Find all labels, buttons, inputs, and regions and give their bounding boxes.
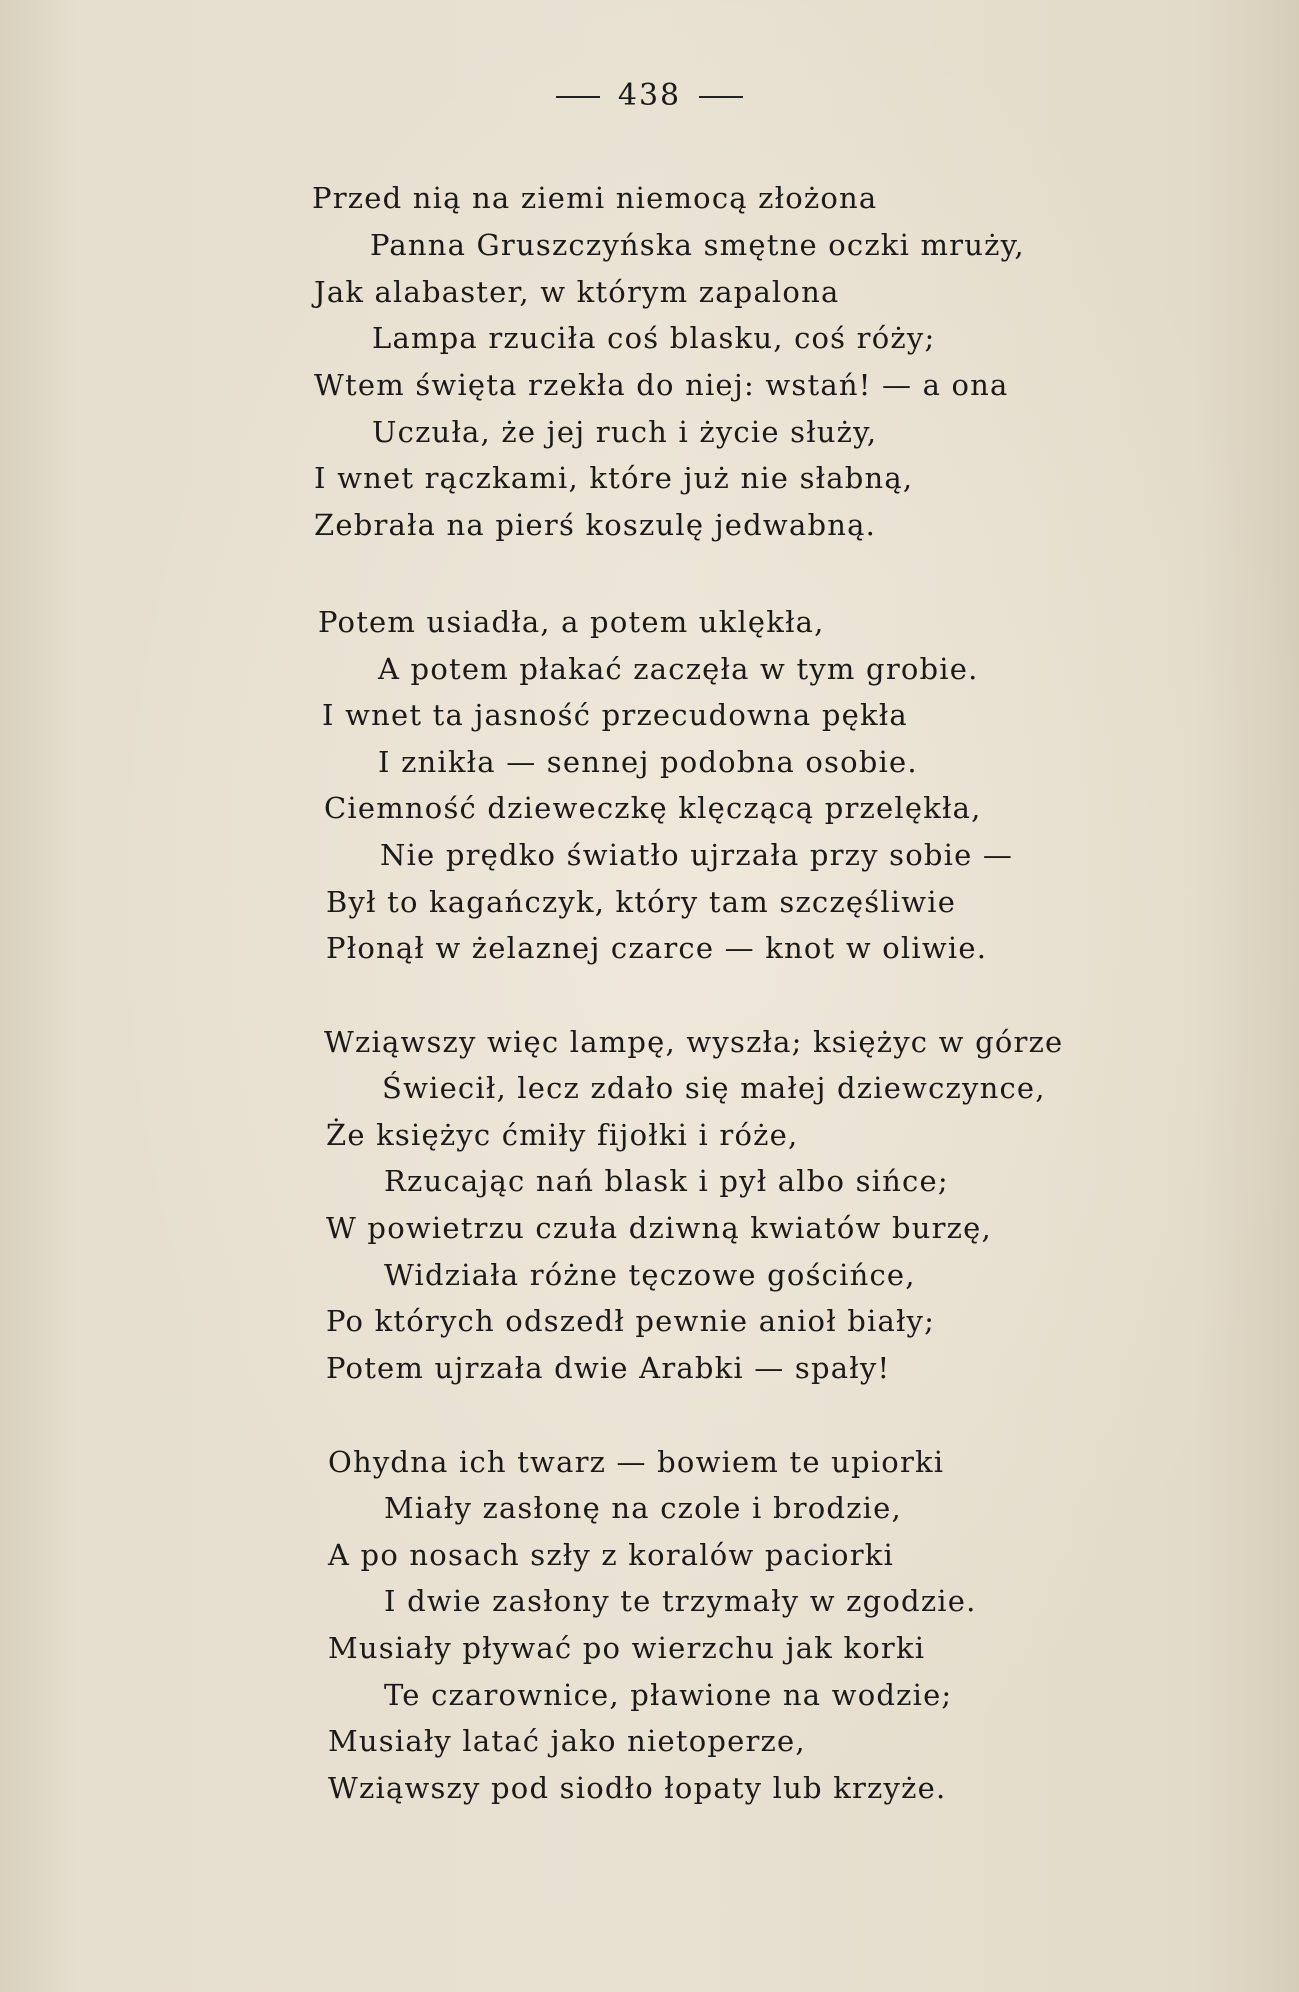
verse-line: Te czarownice, pławione na wodzie;	[384, 1678, 953, 1712]
verse-line: Widziała różne tęczowe gościńce,	[384, 1258, 916, 1292]
verse-line: I znikła — sennej podobna osobie.	[378, 745, 918, 779]
verse-line: A po nosach szły z koralów paciorki	[328, 1538, 895, 1572]
verse-line: Miały zasłonę na czole i brodzie,	[384, 1491, 902, 1525]
verse-line: Przed nią na ziemi niemocą złożona	[312, 181, 878, 215]
dash-left	[556, 96, 600, 98]
verse-line: Płonął w żelaznej czarce — knot w oliwie.	[326, 931, 988, 965]
verse-line: Wziąwszy pod siodło łopaty lub krzyże.	[328, 1771, 947, 1805]
verse-line: Lampa rzuciła coś blasku, coś róży;	[372, 321, 936, 355]
verse-line: I dwie zasłony te trzymały w zgodzie.	[384, 1584, 977, 1618]
verse-line: Musiały latać jako nietoperze,	[328, 1724, 806, 1758]
verse-line: Potem ujrzała dwie Arabki — spały!	[326, 1351, 891, 1385]
verse-line: Ciemność dzieweczkę klęczącą przelękła,	[324, 791, 982, 825]
verse-line: Wziąwszy więc lampę, wyszła; księżyc w górze	[324, 1025, 1064, 1059]
dash-right	[699, 96, 743, 98]
verse-line: Wtem święta rzekła do niej: wstań! — a ona	[314, 368, 1009, 402]
verse-line: Że księżyc ćmiły fijołki i róże,	[326, 1118, 799, 1152]
verse-line: Uczuła, że jej ruch i życie służy,	[372, 415, 878, 449]
verse-line: I wnet ta jasność przecudowna pękła	[322, 698, 908, 732]
verse-line: Potem usiadła, a potem uklękła,	[318, 605, 825, 639]
verse-line: Był to kagańczyk, który tam szczęśliwie	[326, 885, 957, 919]
verse-line: Musiały pływać po wierzchu jak korki	[328, 1631, 926, 1665]
verse-line: A potem płakać zaczęła w tym grobie.	[378, 652, 979, 686]
verse-line: I wnet rączkami, które już nie słabną,	[314, 461, 914, 495]
verse-line: W powietrzu czuła dziwną kwiatów burzę,	[326, 1211, 992, 1245]
verse-line: Panna Gruszczyńska smętne oczki mruży,	[370, 228, 1025, 262]
verse-line: Świecił, lecz zdało się małej dziewczynce,	[382, 1071, 1046, 1105]
verse-line: Po których odszedł pewnie anioł biały;	[326, 1304, 936, 1338]
verse-line: Ohydna ich twarz — bowiem te upiorki	[328, 1445, 945, 1479]
verse-line: Jak alabaster, w którym zapalona	[314, 275, 840, 309]
page-number	[0, 78, 1299, 113]
page-number-value: 438	[617, 78, 682, 113]
verse-line: Rzucając nań blask i pył albo sińce;	[384, 1164, 949, 1198]
verse-line: Zebrała na pierś koszulę jedwabną.	[314, 508, 876, 542]
verse-line: Nie prędko światło ujrzała przy sobie —	[380, 838, 1014, 872]
